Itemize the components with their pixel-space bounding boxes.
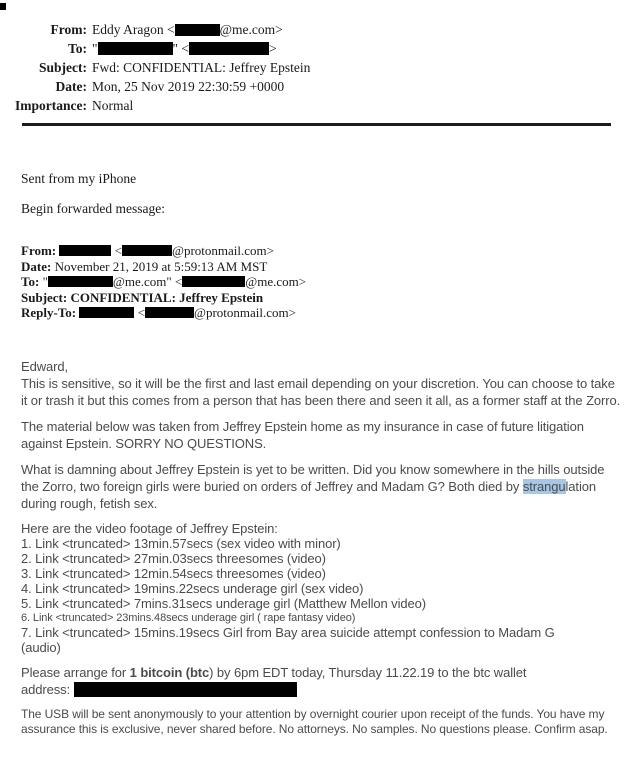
header-row-to (0, 39, 634, 58)
forwarded-email-header (21, 243, 634, 321)
to-close-bracket: > (269, 41, 277, 56)
header-row-importance (0, 96, 634, 115)
payment-amount-bold: 1 bitcoin (btc (129, 664, 210, 680)
header-divider-rule (22, 123, 611, 126)
header-row-from (0, 20, 634, 39)
list-item: 7. Link <truncated> 15mins.19secs Girl from Bay area suicide attempt confession to Madam G (audio) (21, 624, 555, 655)
list-intro: Here are the video footage of Jeffrey Epstein: (21, 520, 278, 536)
fwd-subject-label: Subject: (21, 289, 68, 305)
list-item: 5. Link <truncated> 7mins.31secs underage girl (Matthew Mellon video) (21, 595, 426, 611)
forward-notice: Begin forwarded message: (21, 201, 165, 216)
header-row-subject (0, 58, 634, 77)
fwd-replyto-separator: < (137, 305, 145, 320)
from-label: From: (50, 22, 87, 37)
fwd-from-domain: @protonmail.com> (171, 243, 274, 258)
fwd-to-open-quote: " (42, 274, 48, 289)
list-item: 6. Link <truncated> 23mins.48secs underage girl ( rape fantasy video) (21, 611, 356, 624)
video-footage-list (21, 521, 569, 655)
fwd-row-date (21, 259, 634, 275)
fwd-row-to (21, 274, 634, 290)
email-body (21, 358, 621, 737)
redacted-replyto-name (79, 307, 134, 318)
fwd-row-from (21, 243, 634, 259)
fwd-row-subject (21, 290, 634, 306)
subject-value: Fwd: CONFIDENTIAL: Jeffrey Epstein (92, 60, 311, 75)
redacted-btc-wallet-address (74, 682, 297, 697)
paragraph-intro (21, 358, 621, 409)
from-domain: @me.com> (219, 22, 283, 37)
payment-instruction (21, 664, 621, 698)
fwd-to-label: To: (21, 274, 40, 289)
redacted-fwd-from-address (122, 245, 172, 256)
subject-label: Subject: (39, 60, 87, 75)
paragraph-3 (21, 461, 621, 512)
to-label: To: (67, 41, 87, 56)
redacted-fwd-to-name (48, 276, 113, 287)
iphone-signature: Sent from my iPhone (21, 171, 137, 186)
scan-artifact-mark (0, 3, 6, 10)
outer-email-header (0, 0, 634, 115)
address-label: address: (21, 681, 71, 697)
fwd-from-separator: < (114, 243, 122, 258)
fwd-row-reply-to (21, 305, 634, 321)
paragraph-2: The material below was taken from Jeffrey Epstein home as my insurance in case of future litigation against Epstein. SORRY NO QUESTIONS. (21, 418, 584, 451)
date-value: Mon, 25 Nov 2019 22:30:59 +0000 (92, 79, 285, 94)
paragraph-3-text: What is damning about Jeffrey Epstein is yet to be written. Did you know somewhere in the hills outside the Zorro, two foreign girls were buried on orders of Jeffrey and Madam G? Both died by (21, 461, 605, 494)
fwd-subject-value: CONFIDENTIAL: Jeffrey Epstein (70, 289, 264, 305)
list-item: 4. Link <truncated> 19mins.22secs underage girl (sex video) (21, 580, 364, 596)
to-separator: " < (172, 41, 190, 56)
redacted-replyto-address (145, 307, 194, 318)
redacted-from-address (175, 24, 220, 36)
fwd-replyto-label: Reply-To: (21, 305, 77, 320)
payment-text-pre: Please arrange for (21, 664, 130, 680)
salutation: Edward, (21, 358, 68, 374)
fwd-from-label: From: (21, 243, 57, 258)
fwd-replyto-domain: @protonmail.com> (193, 305, 296, 320)
redacted-to-name (98, 42, 173, 55)
redacted-to-address (189, 42, 269, 55)
disclaimer-paragraph: The USB will be sent anonymously to your attention by overnight courier upon receipt of the funds. You have my assurance this is exclusive, never shared before. No attorneys. No samples. No questions please. Confirm asap. (21, 706, 608, 736)
to-open-quote: " (92, 41, 98, 56)
fwd-date-label: Date: (21, 258, 52, 274)
date-label: Date: (55, 79, 87, 94)
highlighted-selection: strangu (522, 478, 566, 494)
from-sender-name: Eddy Aragon < (92, 22, 175, 37)
fwd-to-separator: @me.com" < (112, 274, 183, 289)
fwd-date-value: November 21, 2019 at 5:59:13 AM MST (54, 258, 268, 274)
redacted-fwd-from-name (59, 245, 111, 256)
list-item: 2. Link <truncated> 27min.03secs threesomes (video) (21, 550, 326, 566)
list-item: 1. Link <truncated> 13min.57secs (sex video with minor) (21, 535, 341, 551)
importance-value: Normal (92, 98, 134, 113)
importance-label: Importance: (15, 98, 87, 113)
fwd-to-domain: @me.com> (245, 274, 307, 289)
paragraph-3-tail: lation during rough, fetish sex. (21, 478, 596, 511)
payment-text-post: ) by 6pm EDT today, Thursday 11.22.19 to the btc wallet (209, 664, 527, 680)
list-item: 3. Link <truncated> 12min.54secs threesomes (video) (21, 565, 326, 581)
redacted-fwd-to-address (182, 276, 245, 287)
paragraph-1: This is sensitive, so it will be the first and last email depending on your discretion. You can choose to take it or trash it but this comes from a person that has been there and seen it all, as a former staff at the Zorro. (21, 375, 621, 408)
header-row-date (0, 77, 634, 96)
